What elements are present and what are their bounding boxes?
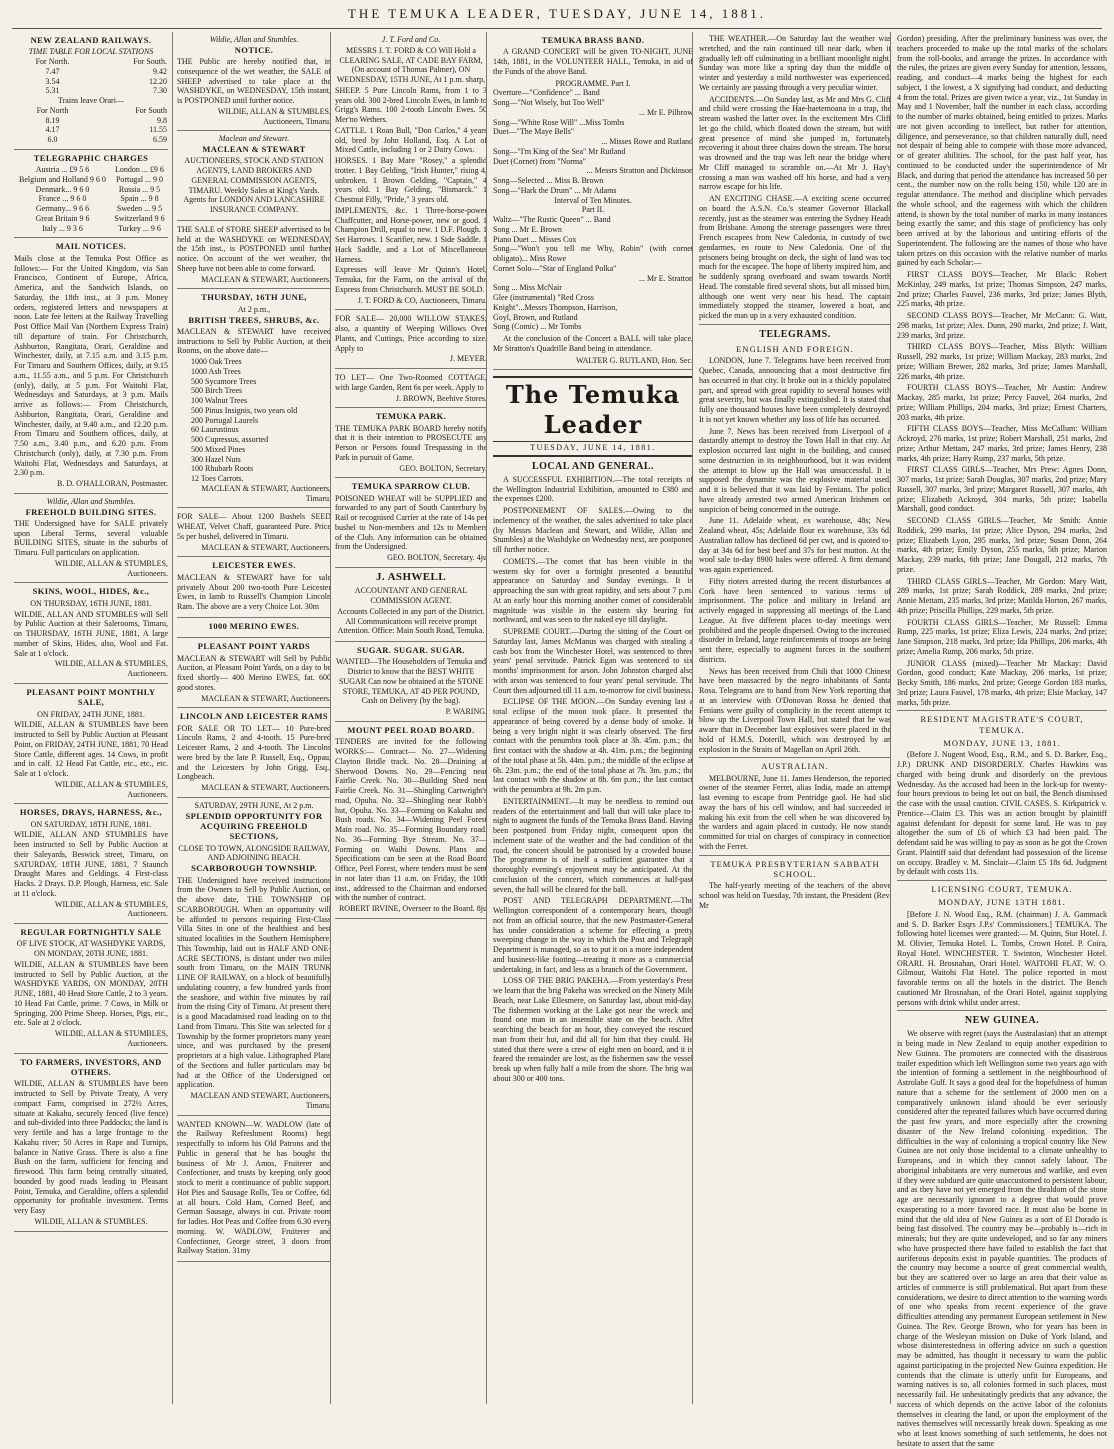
willow-signature: J. MEYER. xyxy=(449,354,487,364)
article-paragraph: THE WEATHER.—On Saturday last the weather was wretched, and the rain continued till near dark, when it gradually left off culminating in a brilliant moonlight night. Sunday was more like a spring day than the middle of winter and yesterday a mild northwester was experienced. We certainly are passing through a very peculiar winter. xyxy=(699,34,891,92)
to-let-body: TO LET— One Two-Roomed COTTAGE, with large Garden, Rent 6s per week. Apply to xyxy=(335,373,487,392)
park-title: TEMUKA PARK. xyxy=(375,411,447,422)
table-cell: For North. xyxy=(35,57,70,67)
regular-title: REGULAR FORTNIGHTLY SALE xyxy=(20,927,162,938)
table-row xyxy=(14,77,168,87)
table-row xyxy=(14,57,168,67)
divider xyxy=(699,855,891,856)
pp-yards-body: MACLEAN & STEWART will Sell by Public Auction, at Pleasant Point Yards, on a day to be fixed shortly— 400 Merino EWES, fat. 600 good stores. xyxy=(177,653,331,692)
table-cell: Trains leave Orari— xyxy=(58,96,124,106)
regular-sale-ad xyxy=(14,924,168,1054)
flag-title: The Temuka Leader xyxy=(505,380,681,439)
list-item: 12 Toes Carrots. xyxy=(191,474,244,484)
rm-court-heading: RESIDENT MAGISTRATE'S COURT, TEMUKA. xyxy=(920,714,1084,735)
list-item: Piano Duet ... Misses Cox xyxy=(493,234,577,244)
band-signature: WALTER G. RUTLAND, Hon. Sec. xyxy=(575,355,693,365)
sugar-title: SUGAR. SUGAR. SUGAR. xyxy=(357,645,465,656)
trees-time: At 2 p.m., xyxy=(237,304,271,314)
table-cell: Turkey ... 9 6 xyxy=(118,223,161,233)
maclean-stewart-card xyxy=(177,131,331,221)
pleasant-title: PLEASANT POINT MONTHLY SALE, xyxy=(26,686,156,708)
wadlow-body: WANTED KNOWN—W. WADLOW (late of the Railway Refreshment Rooms) begs respectfully to inform his Old Patrons and the Public in general that he has bought the business of Mr J. Amos, Fruiterer and Confectioner, and trusts by keeping only good stock to merit a continuance of public support. Hot Pies and Sausage Rolls, Tea or Coffee, 6d. at all hours. Cold Ham, Corned Beef, and German Sausage, always in cut. Private room for ladies. Hot Peas and Coffee from 6.30 every morning. W. WADLOW, Fruiterer and Confectioner, George street, 3 doors from Railway Station. 31my xyxy=(177,1119,331,1256)
clearing-sale-ad xyxy=(335,32,487,310)
horses-body: WILDIE, ALLAN AND STUMBLES have been instructed to Sell by Public Auction at their Saleyards, Beswick street, Timaru, on SATURDAY, 18TH JUNE, 1881, 7 Staunch Draught Mares and Geldings. 4 First-class Hacks. 2 Drays. D.P. Plough, Harness, etc. Sale at 11 o'clock. xyxy=(14,830,168,898)
article-paragraph: POST AND TELEGRAPH DEPARTMENT.—The Wellington correspondent of a contemporary hears, though not from an official source, that the new Postmaster-General has under consideration a scheme for effecting a pretty sweeping change in the way in which the Post and Telegraph Department is managed, so as to put it on a more independent and business-like footing—treating it more as a commercial undertaking, in fact, and less as a branch of the Government. xyxy=(493,896,693,974)
store-sheep-signature: MACLEAN & STEWART, Auctioneers. xyxy=(201,274,331,284)
list-item: Duet—"The Maye Bells" xyxy=(493,127,575,137)
table-cell: Germany... 9 6 6 xyxy=(35,204,90,214)
rm-court-date: MONDAY, JUNE 13, 1881. xyxy=(943,737,1061,748)
clearing-cattle: CATTLE. 1 Roan Bull, "Don Carlos," 4 years old, bred by John Holland, Esq. A Lot of Mixed Cattle, including 1 or 2 Dairy Cows. xyxy=(335,125,487,155)
clearing-horses: HORSES. 1 Bay Mare "Rosey," a splendid trotter. 1 Bay Gelding, "Irish Hunter," rising 4, unbroken. 1 Brown Gelding, "Captain," 4 years old. 1 Bay Gelding, "Bismarck." 1 Chestnut Filly, "Pride," 3 years old. xyxy=(335,156,487,204)
band-programme xyxy=(493,88,693,332)
clearing-body: MESSRS J. T. FORD & CO Will Hold a CLEARING SALE, AT CADE BAY FARM, (On account of Thomas Palmer), ON WEDNESDAY, 15TH JUNE, At 1 p.m. sharp, xyxy=(336,45,486,84)
sparrow-title: TEMUKA SPARROW CLUB. xyxy=(351,481,471,492)
divider xyxy=(897,1010,1107,1011)
sugar-body: WANTED—The Householders of Temuka and District to know that the BEST WHITE SUGAR Can now be obtained at the STONE STORE, TEMUKA, AT 4D PER POUND, Cash on Delivery (by the bag). xyxy=(336,657,486,706)
column-5 xyxy=(692,32,891,1404)
page-masthead: THE TEMUKA LEADER, TUESDAY, JUNE 14, 1881. xyxy=(12,6,1102,29)
leicester-title: LEICESTER EWES. xyxy=(212,560,296,571)
skins-date: ON THURSDAY, 16TH JUNE, 1881. xyxy=(30,598,152,608)
trees-title: BRITISH TREES, SHRUBS, &c. xyxy=(188,314,320,325)
pp-yards-title: PLEASANT POINT YARDS xyxy=(197,641,311,652)
table-cell: 4.17 xyxy=(45,125,60,135)
brass-band-ad xyxy=(493,32,693,370)
maclean-body: AUCTIONEERS, STOCK AND STATION AGENTS, LAND BROKERS AND GENERAL COMMISSION AGENTS, TIMARU. Weekly Sales at King's Yards. Agents for LONDON AND LANCASHIRE INSURANCE COMPANY. xyxy=(183,156,325,215)
notice-body: THE Public are hereby notified that, in consequence of the wet weather, the SALE of SHEEP advertised to take place at the WASHDYKE, on WEDNESDAY, 15th instant, is POSTPONED until further notice. xyxy=(177,57,331,106)
horses-ad xyxy=(14,804,168,924)
telegrams-heading: TELEGRAMS. xyxy=(759,328,831,340)
flag-date: TUESDAY, JUNE 14, 1881. xyxy=(493,441,693,453)
band-body: A GRAND CONCERT will be given TO-NIGHT, JUNE 14th, 1881, in the VOLUNTEER HALL, Temuka, in aid of the Funds of the above Band. xyxy=(493,47,693,76)
horses-signature: WILDIE, ALLAN & STUMBLES, Auctioneers. xyxy=(54,899,168,919)
article-paragraph: ACCIDENTS.—On Sunday last, as Mr and Mrs G. Cliff and child were crossing the Hae-haetemoana in a trap, the stream washed the latter over. In the excitement Mrs Cliff let go the child, which floated down the stream, but with great presence of mind she jumped in, fortunately recovering it about three chains down the stream. The horse was drowned and the trap was left near the bridge where Mr Cliff managed to scramble on.—At Mr J. Hay's crossing a man was washed off his horse, and had a very narrow escape for his life. xyxy=(699,94,891,192)
list-item: Song—Selected ... Miss B. Brown xyxy=(493,176,604,186)
prize-list-item: FIRST CLASS BOYS—Teacher, Mr Black: Robert McKinlay, 249 marks, 1st prize; Thomas Simpson, 247 marks, 2nd prize; Charles Fauvel, 236 marks, 3rd prize; James Blyth, 225 marks, 4th prize. xyxy=(897,270,1107,309)
list-item: Song ... Miss McNair xyxy=(493,283,562,293)
sugar-signature: P. WARING. xyxy=(445,707,487,717)
table-cell: Russia ... 9 5 xyxy=(118,184,161,194)
telegraphic-title: TELEGRAPHIC CHARGES xyxy=(33,152,149,163)
trees-signature: MACLEAN & STEWART, Auctioneers, Timaru. xyxy=(201,483,331,503)
sparrow-body: POISONED WHEAT will be SUPPLIED and forwarded to any part of South Canterbury by Rail or recognised Carrier at the rate of 14s per bushel to Non-members and 12s to Members of the Club. Any information can be obtained from the Undersigned. xyxy=(335,493,487,552)
table-row xyxy=(14,204,168,214)
article-paragraph: ECLIPSE OF THE MOON.—On Sunday evening last a total eclipse of the moon took place. It presented the appearance of being covered by a dense body of smoke. It being a very bright night it was clearly observed. The first contact with the penumbra took place at 3h. 45m. p.m.; the first contact with the shadow at 4h. 41m. p.m.; the beginning of the total phase at 5h. 44m. p.m.; the middle of the eclipse at 6h. 23m. p.m.; the end of the total phase at 7h. 3m. p.m.; the last contact with the shadow at 8h. 6m p.m.; the last contact with the penumbra at 9h. 2m p.m. xyxy=(493,697,693,795)
table-cell: 5.31 xyxy=(45,86,60,96)
scarborough-ad xyxy=(177,798,331,1116)
sparrow-club-ad xyxy=(335,478,487,568)
trees-date: THURSDAY, 16TH JUNE, xyxy=(201,292,307,303)
list-item: Part II. xyxy=(581,205,605,215)
table-cell: 6.59 xyxy=(153,135,167,145)
freehold-ad xyxy=(14,494,168,584)
rams-signature: MACLEAN & STEWART, Auctioneers. xyxy=(201,783,331,793)
divider xyxy=(897,710,1107,711)
skins-ad xyxy=(14,583,168,683)
merino-title: 1000 MERINO EWES. xyxy=(208,620,300,631)
pleasant-yards-ad xyxy=(177,638,331,708)
band-after: At the conclusion of the Concert a BALL will take place, Mr Stratton's Quadrille Band being in attendance. xyxy=(493,334,693,353)
skins-body: WILDIE, ALLAN AND STUMBLES will Sell by Public Auction at their Salerooms, Timaru, on THURSDAY, 16TH JUNE, 1881, A large number of Skins, Hides, also, Wool and Fat. Sale at 1 o'clock. xyxy=(14,609,168,658)
seed-wheat-signature: MACLEAN & STEWART, Auctioneers. xyxy=(201,542,331,552)
prize-list-item: JUNIOR CLASS (mixed)—Teacher Mr Mackay: David Gordon, good conduct; Kate Mackay, 206 marks, 1st prize; Becky Smith, 186 marks, 2nd prize; George Gordon 183 marks, 3rd prize; Laura Fauvel, 178 marks, 4th prize; Elsie Mackay, 147 marks, 5th prize. xyxy=(897,658,1107,707)
list-item: ... Messrs Stratton and Dickinson xyxy=(586,166,693,176)
table-row xyxy=(14,125,168,135)
list-item: 100 Walnut Trees xyxy=(191,396,248,406)
table-row xyxy=(14,224,168,234)
farmers-signature: WILDIE, ALLAN & STUMBLES. xyxy=(34,1216,148,1226)
willow-body: FOR SALE— 20,000 WILLOW STAKES; also, a quantity of Weeping Willows Over Plants, and Cuttings, Price according to size. Apply to xyxy=(335,314,487,353)
table-cell: 9.42 xyxy=(153,66,167,76)
horses-date: ON SATURDAY, 18TH JUNE, 1881. xyxy=(30,819,152,829)
pleasant-body: WILDIE, ALLAN & STUMBLES have been instructed to Sell by Public Auction at Pleasant Point, on FRIDAY, 24TH JUNE, 1881, 70 Head Store Cattle, different ages. 14 Cows, in profit and in calf. 12 Head Fat Cattle, etc., etc., etc. Sale at 1 o'clock. xyxy=(14,720,169,779)
sugar-ad xyxy=(335,642,487,722)
mail-body: Mails close at the Temuka Post Office as follows:— For the United Kingdom, via San Francisco, Continent of Europe, Africa, America, and the Sandwich Islands, on Saturday, the 18th inst., at 3 p.m. Money orders, registered letters and newspapers at noon. Late fee letters at the Railway Travelling Post Office Mail Van (Northern Express Train) till departure of train. For Christchurch, Ashburton, Rangitata, Orari, Geraldine and Winchester, daily, at 7.15 a.m. and 3.15 p.m. For Timaru and Southern Offices, daily, at 9.15 a.m., 11.55 a.m., and 5 p.m. For Christchurch (only), daily, at 5 p.m. For Waitohi Flat, Wednesdays and Saturdays, at 3 p.m. Mails arrive as follows:— From Christchurch, Ashburton, Rangitata, Orari, Geraldine and Winchester, daily, at 9.40 a.m., and 12.20 p.m. From Timaru and Southern offices, daily, at 7.50 a.m., 3.40 p.m., and 6.20 p.m. From Christchurch (only), daily, at 7.30 p.m. From Waitohi Flat, Wednesdays and Saturdays, at 2.30 p.m. xyxy=(14,253,168,478)
scarborough-body: THE Undersigned have received instructions from the Owners to Sell by Public Auction, on the above date, THE TOWNSHIP OF SCARBOROUGH. When an opportunity will be afforded to persons requiring First-Class Villa Sites in one of the healthiest and best situated localities in the Southern Hemisphere. This Township, laid out in HALF AND ONE-ACRE SECTIONS, is distant under two miles south from Timaru, on the MAIN TRUNK LINE OF RAILWAY, on a block of beautifully undulating country, a few hundred yards from the seashore, and within five minutes by rail from the rising City of Timaru. At present there is a good Macadamised road leading on to the Land from Timaru. This Site was selected for a Township by the former proprietors many years since, and was purchased by the present proprietors at a high value. Lithographed Plans of the Sections and fuller particulars may be had at the Office of the Undersigned on application. xyxy=(177,875,331,1090)
table-cell: 9.8 xyxy=(157,115,167,125)
list-item: Song—"Won't you tell me Why, Robin" (with cornet obligato)... Miss Rowe xyxy=(493,244,693,264)
licensing-heading: LICENSING COURT, TEMUKA. xyxy=(931,884,1073,895)
local-general-heading: LOCAL AND GENERAL. xyxy=(531,460,655,472)
store-sheep-body: THE SALE of STORE SHEEP advertised to be held at the WASHDYKE on WEDNESDAY, the 15th inst., is POSTPONED until further notice. On account of the wet weather, the Sheep have not been able to come forward. xyxy=(177,224,331,273)
table-cell: Denmark... 9 6 0 xyxy=(35,184,90,194)
mount-peel-body: TENDERS are invited for the following WORKS:— Contract— No. 27—Widening Clayton Bridle track. No. 28—Draining at Sherwood Downs. No. 29—Fencing near Fairlie Creek. No. 30—Building Shed near Fairlie Creek. No. 31—Shingling Cartwright's road, Opuha. No. 32—Shingling near Robb's hut, Opuha. No. 33—Forming on Kakahu and Bush roads. No. 34—Widening Peel Forest Main road. No. 35—Forming Boundary road. No. 36—Forming Bye Stream. No. 37—Forming on Waihi Downs. Plans and Specifications can be seen at the Road Board Office, Peel Forest, where tenders must be sent in not later than 11 a.m. on Friday, the 10th inst., addressed to the Chairman and endorsed with the number of contract. xyxy=(335,737,487,903)
sparrow-signature: GEO. BOLTON, Secretary. 4ju xyxy=(387,553,487,563)
australian-heading: AUSTRALIAN. xyxy=(761,761,829,772)
article-paragraph: Fifty rioters arrested during the recent disturbances at Cork have been sentenced to various terms of imprisonment. The police and military in Ireland are actively engaged in suppressing all meetings of the Land League. At five different places to-day meetings were prohibited and the people dispersed. Owing to the increased disorder in Ireland, large reinforcements of troops are being sent there, especially to augment forces in the southern districts. xyxy=(699,576,891,664)
railway-title: NEW ZEALAND RAILWAYS. xyxy=(30,35,152,45)
list-item: ... Mr E. Stratton xyxy=(639,273,693,283)
table-row xyxy=(14,165,168,175)
article-paragraph: ENTERTAINMENT.—It may be needless to remind our readers of the entertainment and ball that will take place to-night to augment the funds of the Temuka Brass Band. Having been postponed from Friday night, consequent upon the inclement state of the weather and the bad condition of the road, the concert should be patronised by a crowded house. The programme is of itself a sufficient guarantee that a thoroughly evening's enjoyment may be anticipated. At the conclusion of the concert, which commences at half-past seven, the hall will be cleared for the ball. xyxy=(493,796,693,894)
merino-ad xyxy=(177,618,331,638)
table-cell: 7.47 xyxy=(45,66,60,76)
mail-signature: B. D. O'HALLORAN, Postmaster. xyxy=(57,479,168,489)
article-paragraph: [Before J. N. Wood Esq., R.M. (chairman) J. A. Gammack and S. D. Barker Esqrs J.P.s' Commissioners.] TEMUKA. The following hotel licenses were granted:— M. Quinn, Star Hotel. J. M. Olivier, Temuka Hotel. L. Tombs, Crown Hotel. P. Coira, Royal Hotel. WINCHESTER. T. Swinton, Winchester Hotel. ORARI. H. Brosnahan, Orari Hotel. WAITOHI FLAT. W. O. Gilmour, Waitohi Flat Hotel. The police reported in most favorable terms on all the hotels in the district. The Bench cautioned Mr Brosnahan, of the Orari Hotel, against supplying persons with drink whilst under arrest. xyxy=(897,909,1107,1007)
column-6 xyxy=(890,32,1107,1448)
notice-ad xyxy=(177,32,331,131)
railway-subtitle: TIME TABLE FOR LOCAL STATIONS xyxy=(28,47,154,57)
leicester-ad xyxy=(177,557,331,617)
telegrams-subheading: ENGLISH AND FOREIGN. xyxy=(736,343,854,354)
rams-ad xyxy=(177,708,331,798)
list-item: 1000 Ash Trees xyxy=(191,366,241,376)
list-item: 1000 Oak Trees xyxy=(191,357,242,367)
list-item: Waltz—"The Rustic Queen" ... Band xyxy=(493,215,611,225)
table-row xyxy=(14,214,168,224)
column-1 xyxy=(14,32,168,1404)
freehold-signature: WILDIE, ALLAN & STUMBLES, Auctioneers. xyxy=(54,558,168,578)
article-paragraph: SUPREME COURT.—During the sitting of the Court on Saturday last, James McManus was charged with stealing a cash box from the Winchester Hotel, was sentenced to three years' penal servitude. Patrick Egan was sentenced to six months' imprisonment for arson. John Johnston charged also with arson was sentenced to four years' penal servitude. The Court then adjourned till 11 a.m. to-morrow for civil business. xyxy=(493,627,693,695)
article-paragraph: The half-yearly meeting of the teachers of the above school was held on Tuesday, 7th instant, the President (Rev. Mr xyxy=(699,881,891,910)
table-cell: Spain ... 9 8 xyxy=(120,194,159,204)
horses-title: HORSES, DRAYS, HARNESS, &c., xyxy=(19,807,163,818)
list-item: 500 Cupressus, assorted xyxy=(191,435,269,445)
clearing-implements: IMPLEMENTS, &c. 1 Three-horse-power Chaffcutter, and Horse-power, new or good. 1 Champion Drill, equal to new. 1 D.F. Plough. 1 Set Harrows. 1 Scarifier, new. 1 Side Saddle. 1 Hack Saddle, and a Lot of Miscellaneous Harness. xyxy=(335,205,487,264)
table-cell: 6.0 xyxy=(47,135,58,145)
store-sheep-ad xyxy=(177,221,331,290)
table-row xyxy=(14,116,168,126)
list-item: 500 Mixed Pines xyxy=(191,444,246,454)
list-item: 60 Laurustinus xyxy=(191,425,239,435)
prize-list-item: THIRD CLASS GIRLS—Teacher, Mr Gordon: Mary Watt, 289 marks, 1st prize; Sarah Roddick, 289 marks, 2nd prize; Annie Mettam, 235 marks, 3rd prize; Matilda Horton, 267 marks, 4th prize; Priscilla Phillips, 229 marks, 5th prize. xyxy=(897,576,1107,615)
freehold-body: THE Undersigned have for SALE privately upon Liberal Terms, several valuable BUILDING SITES, situate in the suburbs of Timaru. Full particulars on application. xyxy=(14,518,168,558)
ashwell-ad xyxy=(335,568,487,642)
farmers-ad xyxy=(14,1054,168,1232)
list-item: Duet (Cornet) from "Norma" xyxy=(493,156,586,166)
article-paragraph: LONDON, June 7. Telegrams have been received from Quebec, Canada, announcing that a most destructive fire has occurred in that city. It broke out in a thickly populated part, and spread with great rapidity to several houses with great severity, but was finally extinguished. It is stated that fully one thousand houses have been completely destroyed. It is not yet known whether any loss of life has occurred. xyxy=(699,356,891,424)
table-row xyxy=(14,96,168,106)
pp-yards-signature: MACLEAN & STEWART, Auctioneers. xyxy=(201,693,331,703)
willow-ad xyxy=(335,310,487,369)
table-cell: Switzerland 9 6 xyxy=(114,213,165,223)
list-item: Song (Comic) ... Mr Tombs xyxy=(493,322,582,332)
divider xyxy=(897,880,1107,881)
clearing-note: Expresses will leave Mr Quinn's Hotel, Temuka, for the Farm, on the arrival of the Express from Christchurch. MUST BE SOLD. xyxy=(335,265,487,294)
table-row xyxy=(14,135,168,145)
temuka-park-ad xyxy=(335,408,487,478)
pleasant-point-ad xyxy=(14,684,168,804)
list-item: Song—"Hark the Drum" ... Mr Adams xyxy=(493,185,617,195)
article-paragraph: We observe with regret (says the Australasian) that an attempt is being made in New Zealand to equip another expedition to New Guinea. The promoters are connected with the disastrous trailer expedition which left Wellington some two years ago with the intention of forming a settlement in the neighbourhood of Astrolabe Gulf. It says a good deal for the hopefulness of human nature that a scheme for the settlement of 2000 men on a comparatively unknown island should be ever seriously considered after the repeated failures which have occurred during the past few years, and more especially after the crowning disaster of the New Ireland colonising expedition. The difficulties in the way of colonising a tropical country like New Guinea are not only those incidental to a climate unhealthy to Europeans, and in which they cannot safely labour. The aboriginal inhabitants are very numerous and warlike, and even if they were subdued are quite unaccustomed to persistent labour, and as they have not yet emerged from the thraldom of the stone age are necessarily ignorant to a degree that would prove exasperating to a more favored race. It must also be borne in mind that the old idea of New Guinea as a sort of El Dorado is being fast dissolved. The country may be—probably is—rich in minerals; but they are quite undeveloped, and so far any miners who have prospected there have failed to establish the fact that auriferous deposits exist in payable quantities. The products of the country may become a source of great commercial wealth, but they are scattered over so large an area that their value as articles of commerce is still problematical. But apart from these considerations, we desire to direct attention to the warning words of one who speaks from recent experience of the grave difficulties attending any permanent European settlement in New Guinea. The Rev. George Brown, who for years has been in charge of the Wesleyan mission on Duke of York Island, and whose disinterestedness in offering advice on such a question may be admitted, has thought it necessary to warn the public against participating in the projected New Guinea expedition. He contends that the climate is utterly unfit for Europeans, and warning natives is so, all colonies formed in such places, must necessarily fail. He unhesitatingly predicts that any advance, the success of which depends on the active labor of the colonists themselves in clearing the land, or upon the employment of the natives themselves will necessarily break down. Speaking as one who at least knows something of such settlements, he does not hesitate to assert that the same xyxy=(897,1029,1107,1448)
table-cell: London ... £9 6 xyxy=(115,165,164,175)
table-cell: France ... 9 6 0 xyxy=(38,194,87,204)
to-let-signature: J. BROWN, Beehive Stores. xyxy=(395,393,487,403)
pleasant-signature: WILDIE, ALLAN & STUMBLES, Auctioneers. xyxy=(54,779,168,799)
table-cell: Portugal ... 9 0 xyxy=(115,174,164,184)
new-guinea-heading: NEW GUINEA. xyxy=(964,1015,1040,1027)
article-paragraph: June 11. Adelaide wheat, ex warehouse, 48s; New Zealand wheat, 45s; Adelaide flour ex warehouse, 33s 6d. Australian tallow has declined 6d per cwt, and is quoted to-day at 34s 6d for best beef and 37s for best mutton. At the wool sale to-day 8900 bales were offered. A firm demand was again experienced. xyxy=(699,516,891,575)
band-title: TEMUKA BRASS BAND. xyxy=(541,35,645,45)
clearing-firm: J. T. Ford and Co. xyxy=(381,35,441,44)
skins-signature: WILDIE, ALLAN & STUMBLES, Auctioneers. xyxy=(54,659,168,679)
clearing-sheep: SHEEP. 5 Pure Lincoln Rams, from 1 to 3 years old. 300 2-bred Lincoln Ewes, in lamb to Grigg's Rams. 100 2-tooth Lincoln Ewes. 50 Mer'no Wethers. xyxy=(335,85,487,124)
prize-list-item: FOURTH CLASS BOYS—Teacher, Mr Austin: Andrew Mackay, 285 marks, 1st prize; Percy Fauvel, 264 marks, 2nd prize; William Phillips, 204 marks, 3rd prize; Ernest Charters, 203 marks, 4th prize. xyxy=(897,383,1107,422)
table-cell: For North xyxy=(36,105,69,115)
ashwell-title: ACCOUNTANT AND GENERAL COMMISSION AGENT. xyxy=(354,586,468,606)
pleasant-date: ON FRIDAY, 24TH JUNE, 1881. xyxy=(37,709,145,719)
list-item: 500 Birch Trees xyxy=(191,386,243,396)
skins-title: SKINS, WOOL, HIDES, &c., xyxy=(32,586,150,597)
maclean-name: MACLEAN & STEWART xyxy=(202,144,306,155)
table-cell: Belgium and Holland 9 6 0 xyxy=(19,174,106,184)
table-cell: For South xyxy=(135,105,167,115)
article-paragraph: (Before J. Nugent Wood, Esq., R.M., and S. D. Barker, Esq., J.P.) DRUNK AND DISORDERLY. Charles Hawkins was charged with being drunk and disorderly on the previous Wednesday. As the accused had been in the lock-up for twenty-four hours previous to being let out on bail, the Bench dismissed the case with the usual caution. CIVIL CASES. S. Kirkpatrick v. Prentice—Claim £3. This was an action brought by plaintiff against defendant for deposit for some land. He was to pay altogether the sum of £6 of which £3 had been paid. The defendant said he was willing to pay as soon as he got the Crown Grant. Plaintiff said that defendant had possession of the license on occupy. Bradley v. M. Sinclair—Claim £5 18s 6d. Judgment by default with costs 11s. xyxy=(897,750,1107,877)
notice-signature: WILDIE, ALLAN & STUMBLES, Auctioneers, Timaru. xyxy=(217,106,331,126)
seed-wheat-body: FOR SALE— About 1200 Bushels SEED WHEAT, Velvet Chaff, guaranteed Pure. Price 5s per bushel, delivered in Timaru. xyxy=(177,512,331,541)
list-item: 100 Rhubarb Roots xyxy=(191,464,254,474)
divider xyxy=(699,757,891,758)
maclean-firm: Maclean and Stewart. xyxy=(218,134,290,144)
article-paragraph: News has been received from Chili that 1000 Chinese have been massacred by the negro inhabitants of Santa Rosa. Telegrams are to hand from New York reporting that at an interview with O'Donovan Rossa he denied that Fenians were guilty of complicity in the recent attempt to blow up the Liverpool Town Hall, but stated that he was aware that in December last explosives were placed in the hold of H.M.S. Doterill, which was destroyed by an explosion in the Straits of Magellan on April 26th. xyxy=(699,666,891,754)
trees-list xyxy=(177,357,331,484)
farmers-body: WILDIE, ALLAN & STUMBLES have been instructed to Sell by Private Treaty, A very compact Farm, comprised in 272½ Acres, situate at Kakahu, securely fenced (live fence) and sub-divided into three Paddocks; the land is very fertile and has a large frontage to the Kakahu river; 50 Acres in Rape and Turnips, balance in Native Grass. There is also a fine Bush on the farm, sufficient for fencing and firewood. This farm being centrally situated, bounded by good roads leading to Pleasant Point, Temuka, and Geraldine, offers a splendid opportunity for profitable investment. Terms very Easy xyxy=(14,1079,168,1216)
farmers-title: TO FARMERS, INVESTORS, AND OTHERS. xyxy=(20,1056,162,1078)
prize-list-item: FIRST CLASS GIRLS—Teacher, Mrs Prew: Agnes Donn, 307 marks, 1st prize; Sarah Douglas, 307 marks, 2nd prize; Mary Russell, 307 marks, 3rd prize; Margaret Russell, 307 marks, 4th prize; Elizabeth Ackroyd, 304 marks, 5th prize; Isabella Marshall, good conduct. xyxy=(897,465,1107,514)
clearing-signature: J. T. FORD & CO, Auctioneers, Timaru. xyxy=(357,295,487,305)
railway-table xyxy=(14,57,168,145)
band-programme-head: PROGRAMME. Part I. xyxy=(555,78,631,88)
table-cell: Sweden ... 9 5 xyxy=(116,204,163,214)
mount-peel-signature: ROBERT IRVINE, Overseer to the Board. 8ju xyxy=(338,904,487,914)
article-paragraph: LOSS OF THE BRIG PAKEHA.—From yesterday's Press we learn that the brig Pakeha was wrecked on the Ninety Mile Beach, near Lake Ellesmere, on Saturday last, about mid-day. The fishermen working at the Lake got near the wreck and found one man in an insensible state on the beach. After searching the beach for an hour, they conveyed the rescued man from their hut, and did all for him that they could. He stated that there were a crew of eight men on board, and it is feared the remainder are lost, as the fishermen saw the vessel break up when fully half a mile from the shore. The brig was about 300 or 400 tons. xyxy=(493,976,693,1083)
trees-body: MACLEAN & STEWART have received instructions to Sell by Public Auction, at their Rooms, on the above date— xyxy=(177,326,331,356)
table-row xyxy=(14,194,168,204)
list-item: Interval of Ten Minutes. xyxy=(554,195,632,205)
article-paragraph: COMETS.—The comet that has been visible in the western sky for over a fortnight presented a beautiful appearance on Saturday and Sunday evenings. It is approaching the sun with great rapidity, and sets about 7 p.m. At an early hour this morning another comet of considerable magnitude was visible in the eastern sky bearing for northward, and was seen to the naked eye till daylight. xyxy=(493,556,693,625)
list-item: 200 Portugal Laurels xyxy=(191,415,259,425)
list-item: 300 Hazel Nuts xyxy=(191,454,241,464)
table-cell: 12.20 xyxy=(149,76,167,86)
ashwell-body: Accounts Collected in any part of the District. All Communications will receive prompt Attention. Office: Main South Road, Temuka. xyxy=(337,606,485,636)
table-cell: For South. xyxy=(133,57,167,67)
notice-firm: Wildie, Allan and Stumbles. xyxy=(209,35,299,44)
list-item: Glee (instrumental) "Red Cross xyxy=(493,293,594,303)
table-row xyxy=(14,175,168,185)
to-let-ad xyxy=(335,369,487,408)
list-item: Overture—"Confidence" ... Band xyxy=(493,88,600,98)
article-paragraph: MELBOURNE, June 11. James Henderson, the reported owner of the steamer Ferret, alias India, made an attempt last evening to escape from Pentridge gaol. He had slid away the bars of his cell window, and had succeeded in making his exit from the cell when he was discovered by the warders and again placed in custody. He now stands committed for trial on charges of conspiracy in connection with the Ferret. xyxy=(699,773,891,851)
scarborough-subtitle: CLOSE TO TOWN, ALONGSIDE RAILWAY, AND ADJOINING BEACH. xyxy=(178,843,330,863)
scarborough-head: SCARBOROUGH TOWNSHIP. xyxy=(191,863,317,874)
column-4 xyxy=(486,32,693,1404)
article-paragraph: June 7. News has been received from Liverpool of a dastardly attempt to destroy the Town Hall in that city. An explosion occurred last night in the building, and caused some destruction in its neighbourhood, but it was evident the attempt to blow up the Hall was unsuccessful. It is supposed the dynamite was the explosive material used, and it is believed that it was laid by Fenians. The police have already arrested two armed American Irishmen on suspicion of being concerned in the outrage. xyxy=(699,426,891,514)
presbyterian-heading: TEMUKA PRESBYTERIAN SABBATH SCHOOL. xyxy=(710,858,880,880)
list-item: Goyl, Brown, and Rutland xyxy=(493,312,578,322)
ashwell-name: J. ASHWELL xyxy=(375,570,447,583)
list-item: Song—"I'm King of the Sea" Mr Rutland xyxy=(493,146,626,156)
list-item: ... Misses Rowe and Rutland xyxy=(601,137,693,147)
telegraphic-table xyxy=(14,165,168,233)
divider xyxy=(699,324,891,325)
table-row xyxy=(14,86,168,96)
list-item: Knight"...Messrs Thompson, Harrison, xyxy=(493,302,618,312)
wadlow-ad xyxy=(177,1116,331,1263)
table-cell: 3.54 xyxy=(45,76,60,86)
list-item: ... Mr E. Pilbrow xyxy=(639,107,693,117)
railway-timetable xyxy=(14,32,168,150)
table-cell: Italy ... 9 3 6 xyxy=(42,223,83,233)
telegraphic-charges xyxy=(14,150,168,239)
freehold-title: FREEHOLD BUILDING SITES. xyxy=(25,506,157,517)
mail-notices xyxy=(14,238,168,493)
prize-list-item: SECOND CLASS BOYS—Teacher, Mr McCann: G. Watt, 298 marks, 1st prize; Alex. Dunn, 290 marks, 2nd prize; J. Watt, 239 marks, 3rd prize. xyxy=(897,311,1107,340)
mount-peel-ad xyxy=(335,722,487,919)
mail-title: MAIL NOTICES. xyxy=(55,241,127,252)
newspaper-flag xyxy=(493,376,693,456)
scarborough-signature: MACLEAN AND STEWART, Auctioneers, Timaru. xyxy=(190,1091,331,1110)
list-item: Song—"White Rose Will" ...Miss Tombs xyxy=(493,117,625,127)
article-paragraph: POSTPONEMENT OF SALES.—Owing to the inclemency of the weather, the sales advertised to take place (by Messrs Maclean and Stewart, and Wildie, Allan and Stumbles) at the Washdyke on Wednesday next, are postponed till further notice. xyxy=(493,506,693,555)
mount-peel-title: MOUNT PEEL ROAD BOARD. xyxy=(347,724,475,735)
table-cell: 11.55 xyxy=(149,125,167,135)
table-cell: 8.19 xyxy=(45,115,60,125)
table-cell: Austria ... £9 5 6 xyxy=(35,165,90,175)
table-cell: Great Britain 9 6 xyxy=(35,213,90,223)
list-item: Cornet Solo—"Star of England Polka" xyxy=(493,263,617,273)
table-row xyxy=(14,67,168,77)
article-paragraph: A SUCCESSFUL EXHIBITION.—The total receipts of the Wellington Industrial Exhibition, amounted to £380 and the expenses £200. xyxy=(493,474,693,504)
prize-list-item: FOURTH CLASS GIRLS—Teacher, Mr Russell: Emma Rump, 225 marks, 1st prize; Eliza Lewis, 224 marks, 2nd prize; Jane Simpson, 218 marks, 3rd prize; Ida Phillips, 206 marks, 4th prize; Amelia Rump, 206 marks, 5th prize. xyxy=(897,617,1107,656)
article-paragraph: AN EXCITING CHASE.—A exciting scene occurred on board the A.S.N. Co.'s steamer Governor Blackall recently, just as the steamer was entering the Sydney Heads from Brisbane. Among the steerage passengers were three French escapees from New Caledonia, in custody of two gendarmes, en route to New Caledonia. One of the prisoners being brought on deck, the sight of land was too much for the escapee. The hope of liberty inspired him, and he suddenly sprang overboard and swam towards North Head. The constable fired several shots, but all missed him, although one went very near his head. The captain immediately stopped the steamer, lowered a boat, and picked the man up in a very exhausted condition. xyxy=(699,194,891,320)
list-item: Song ... Mr E. Brown xyxy=(493,224,562,234)
freehold-firm: Wildie, Allan and Stumbles. xyxy=(46,496,136,506)
park-body: THE TEMUKA PARK BOARD hereby notify that it is their intention to PROSECUTE any Person or Persons found Trespassing in the Park in pursuit of Game. xyxy=(335,423,487,462)
scarborough-date: SATURDAY, 29TH JUNE, At 2 p.m. xyxy=(194,800,314,810)
licensing-date: MONDAY, JUNE 13TH 1881. xyxy=(938,897,1066,908)
table-cell: 7.30 xyxy=(153,86,167,96)
table-row xyxy=(14,106,168,116)
list-item: 500 Sycamore Trees xyxy=(191,376,257,386)
notice-title: NOTICE. xyxy=(234,44,274,55)
list-item: 500 Pinus Insignis, two years old xyxy=(191,405,298,415)
prize-list-item: THIRD CLASS BOYS—Teacher, Miss Blyth: William Russell, 292 marks, 1st prize; William Mackay, 283 marks, 2nd prize; William Brewer, 282 marks, 3rd prize; James Marshall, 226 marks, 4th prize. xyxy=(897,342,1107,381)
leicester-body: MACLEAN & STEWART have for sale privately About 200 two-tooth Pure Leicester Ewes, in lamb to Russell's Champion Lincoln Ram. The above are a very Choice Lot. 30m xyxy=(177,572,331,612)
column-3 xyxy=(330,32,487,1404)
rams-title: LINCOLN AND LEICESTER RAMS xyxy=(179,711,329,722)
regular-body: WILDIE, ALLAN & STUMBLES have been instructed to Sell by Public Auction, at the WASHDYKE YARDS, ON MONDAY, 20TH JUNE, 1881, 40 Head Store Cattle, 2 to 3 years. 10 Head Fat Cattle, prime. 7 Cows, in Milk or Springing. 200 Prime Sheep. Horses, Pigs, etc., etc. Sale at 2 o'clock. xyxy=(14,959,168,1028)
scarborough-title: SPLENDID OPPORTUNITY FOR ACQUIRING FREEHOLD SECTIONS, xyxy=(185,810,323,842)
prize-list-item: FIFTH CLASS BOYS—Teacher, Miss McCallum: William Ackroyd, 276 marks, 1st prize; Robert Marshall, 251 marks, 2nd prize; Arthur Mettam, 247 marks, 3rd prize; James Henry, 238 marks, 4th prize; Harry Rump, 237 marks, 5th prize. xyxy=(897,424,1107,463)
seed-wheat-ad xyxy=(177,508,331,557)
column-2 xyxy=(172,32,331,1404)
regular-subtitle: OF LIVE STOCK, AT WASHDYKE YARDS, ON MONDAY, 20TH JUNE, 1881. xyxy=(16,939,166,959)
list-item: Song—"Not Wisely, but Too Well" xyxy=(493,98,605,108)
park-signature: GEO. BOLTON, Secretary. xyxy=(399,463,487,473)
article-paragraph: Gordon) presiding. After the preliminary business was over, the teachers proceeded to make up the total marks of the scholars from the roll-books, and arrange the prizes. In accordance with the rules, the prizes are given every Sunday for attention, lessons, reading, and conduct—4 marks being the highest for each subject, 1 the lowest, a X signifying bad conduct, and deducting 4 from the total. Prizes are given twice a year, viz., 1st Sunday in May and 1 November, half the number in each class, according to the number of marks obtained, being entitled to prizes. Marks are not given according to intellect, but rather for attention, diligence, and perseverance, so that children naturally dull, need not despair of being able to compete with those more advanced, or of greater abilities. The school, for the past half year, has continued to be conducted under the superintendence of Mr Black, and during that period the attendance has increased 50 per cent., the number now on the rolls being 150, while 120 are in regular attendance. The method and discipline which pervades the whole school, and the eagerness with which the children attend, is shown by the total number of marks in many instances being exactly the same; and this stage of proficiency has only been arrived at by the laborious and untiring efforts of the Superintendent. The following are the names of those who have taken prizes on this occasion with the relative number of marks gained by each Scholar:— xyxy=(897,34,1107,268)
table-row xyxy=(14,185,168,195)
rams-body: FOR SALE OR TO LET— 10 Pure-bred Lincoln Rams, 2 and 4-tooth. 15 Pure-bred Leicester Rams, 2 and 4-tooth. The Lincolns were bred by the late P. Russell, Esq., Oppau, and the Leicesters by John Grigg, Esq., Longbeach. xyxy=(177,723,331,782)
trees-ad xyxy=(177,289,331,508)
regular-signature: WILDIE, ALLAN & STUMBLES, Auctioneers. xyxy=(54,1029,168,1048)
prize-list-item: SECOND CLASS GIRLS—Teacher, Mr Smith: Annie Roddick, 299 marks, 1st prize; Alice Dyson, 294 marks, 2nd prize; Elizabeth Lyon, 295 marks, 3rd prize; Susan Donn, 264 marks, 4th prize; Emily Dyson, 255 marks, 5th prize; Marion Mackay, 239 marks, 6th prize; Jane Dougall, 212 marks, 7th prize. xyxy=(897,516,1107,574)
